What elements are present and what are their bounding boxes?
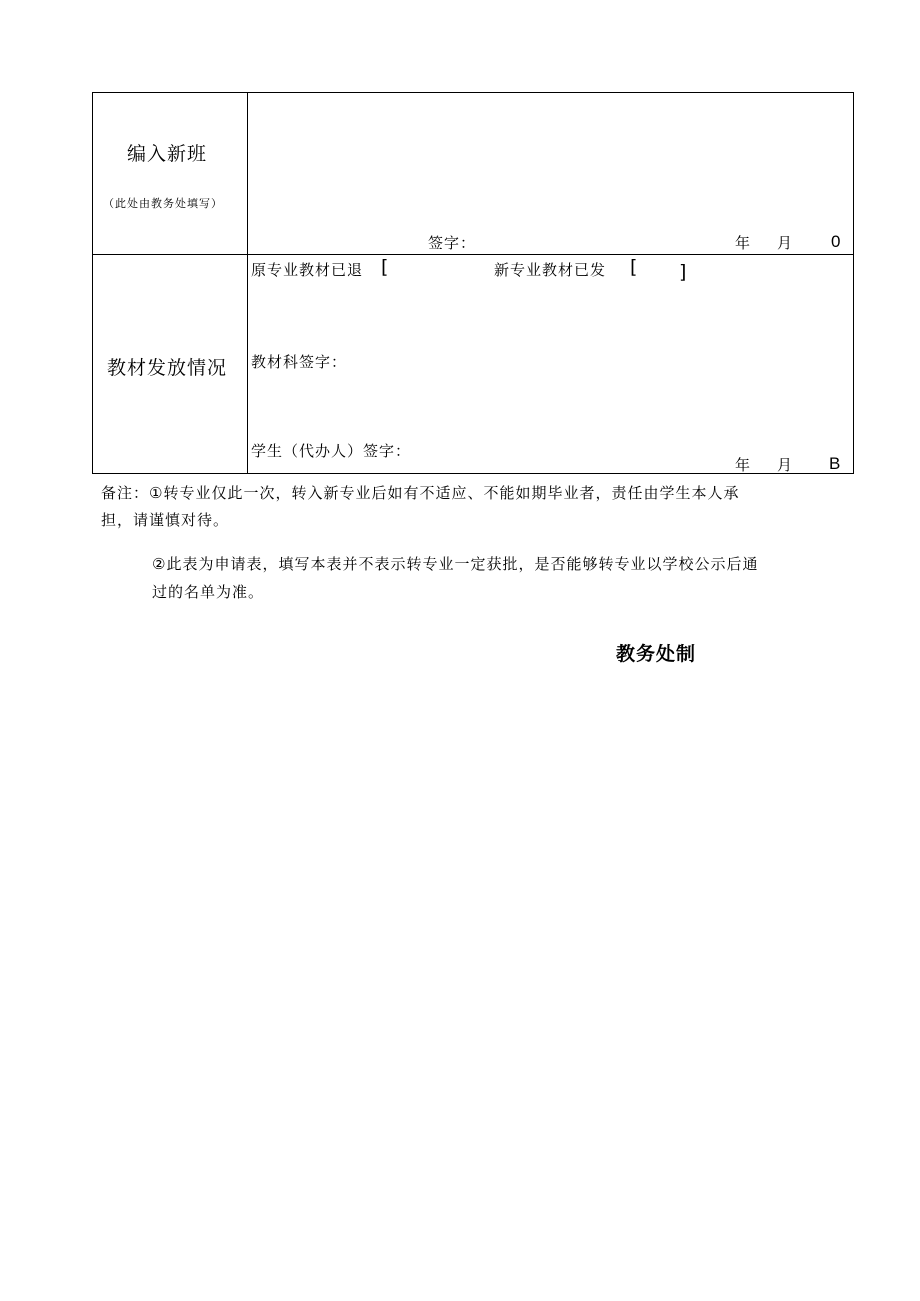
student-signature-label: 学生（代办人）签字： (251, 442, 412, 460)
textbook-month-label: 月 (777, 456, 794, 474)
new-class-label: 编入新班 (127, 143, 208, 165)
new-class-month-label: 月 (777, 234, 794, 252)
textbook-label-cell (93, 255, 248, 473)
issuer-footer: 教务处制 (616, 643, 697, 665)
textbook-content-cell[interactable] (248, 255, 853, 473)
note-1-line-1: 备注：①转专业仅此一次，转入新专业后如有不适应、不能如期毕业者，责任由学生本人承 (101, 484, 740, 502)
new-textbook-bracket-open: [ (630, 256, 638, 278)
note-2-line-1: ②此表为申请表，填写本表并不表示转专业一定获批，是否能够转专业以学校公示后通 (152, 555, 759, 573)
new-textbook-issued-label: 新专业教材已发 (494, 261, 607, 279)
textbook-year-label: 年 (735, 456, 752, 474)
new-class-label-cell (93, 93, 248, 254)
textbook-label: 教材发放情况 (107, 357, 228, 379)
transfer-form-table (92, 92, 854, 474)
note-1-line-2: 担，请谨慎对待。 (101, 511, 230, 529)
new-textbook-bracket-close: ] (679, 261, 687, 283)
old-textbook-bracket-open: [ (381, 256, 389, 278)
note-2-line-2: 过的名单为准。 (152, 583, 265, 601)
new-class-row (93, 93, 853, 255)
textbook-dept-signature-label: 教材科签字： (251, 353, 348, 371)
textbook-row (93, 255, 853, 473)
new-class-day-label: 0 (831, 232, 841, 251)
new-class-year-label: 年 (735, 234, 752, 252)
textbook-day-label: B (829, 454, 841, 473)
new-class-sublabel: （此处由教务处填写） (103, 197, 223, 210)
old-textbook-returned-label: 原专业教材已退 (251, 261, 364, 279)
new-class-signature-label: 签字： (428, 234, 477, 252)
new-class-content-cell[interactable] (248, 93, 853, 254)
